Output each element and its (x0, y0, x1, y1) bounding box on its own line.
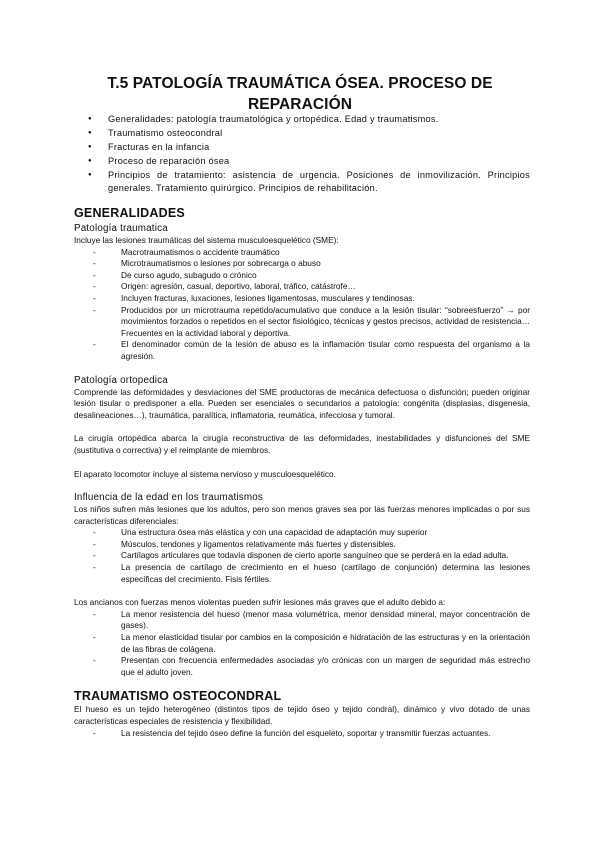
list-item: - Una estructura ósea más elástica y con una capacidad de adaptación muy superior (121, 527, 530, 539)
list-item: - Músculos, tendones y ligamentos relativamente más fuertes y distensibles. (121, 539, 530, 551)
document-body (74, 206, 530, 739)
list-item: - Macrotraumatismos o accidente traumático (121, 247, 530, 259)
paragraph: El hueso es un tejido heterogéneo (distintos tipos de tejido óseo y tejido condral), dinámico y vivo dotado de unas características especiales de resistencia y flexibilidad. (74, 704, 530, 726)
ninos-list (74, 527, 530, 585)
paragraph: Comprende las deformidades y desviaciones del SME productoras de mecánica defectuosa o disfunción; pueden originar lesión tisular o predisponer a ella. Pueden ser esenciales o secundarios a patología: congénita (displasias, disgenesia, desalineaciones…), traumática, paralítica, inflamatoria, reumática, infecciosa y tumoral. (74, 386, 530, 420)
topic-item: ● Traumatismo osteocondral (84, 127, 530, 140)
topics-list (84, 113, 530, 196)
paragraph: La cirugía ortopédica abarca la cirugía reconstructiva de las deformidades, inestabilidades y disfunciones del SME (sustitutiva o correctiva) y el reimplante de miembros. (74, 433, 530, 455)
subheading-edad: Influencia de la edad en los traumatismos (74, 492, 264, 504)
list-item: - Producidos por un microtrauma repetido/acumulativo que conduce a la lesión tisular: “sobreesfuerzo” → por movimientos forzados o repetidos en el sector fisiológico, técnicas y gestos precisos, actividad de resistencia… Frecuentes en la actividad laboral y deportiva. (121, 305, 530, 340)
topic-item: ● Proceso de reparación ósea (84, 155, 530, 168)
list-item: - Incluyen fracturas, luxaciones, lesiones ligamentosas, musculares y tendinosas. (121, 293, 530, 305)
paragraph: El aparato locomotor incluye al sistema nervioso y musculoesquelético. (74, 468, 336, 479)
list-item: - De curso agudo, subagudo o crónico (121, 270, 530, 282)
topic-item: ● Fracturas en la infancia (84, 141, 530, 154)
list-item: - La presencia de cartílago de crecimiento en el hueso (cartílago de conjunción) determina las lesiones específicas del crecimiento. Fisis fértiles. (121, 562, 530, 585)
list-item: - Cartílagos articulares que todavía disponen de cierto aporte sanguíneo que se perderá en la edad adulta. (121, 550, 530, 562)
list-item: - La menor elasticidad tisular por cambios en la composición e hidratación de las estructuras y en la orientación de las fibras de colágena. (121, 632, 530, 655)
subheading-ortopedica: Patología ortopedica (74, 374, 168, 386)
topic-item: ● Generalidades: patología traumatológica y ortopédica. Edad y traumatismos. (84, 113, 530, 126)
list-item: - La resistencia del tejido óseo define la función del esqueleto, soportar y transmitir fuerzas actuantes. (121, 728, 530, 740)
list-item: - Origen: agresión, casual, deportivo, laboral, tráfico, catástrofe… (121, 281, 530, 293)
section-heading-osteocondral: TRAUMATISMO OSTEOCONDRAL (74, 689, 282, 704)
page-title: T.5 PATOLOGÍA TRAUMÁTICA ÓSEA. PROCESO DE REPARACIÓN (107, 75, 493, 113)
paragraph: Los ancianos con fuerzas menos violentas pueden sufrir lesiones más graves que el adulto debido a: (74, 597, 446, 608)
paragraph: Los niños sufren más lesiones que los adultos, pero son menos graves sea por las fuerzas menores implicadas o por sus características diferenciales: (74, 504, 530, 526)
subheading-traumatica: Patología traumatica (74, 223, 168, 234)
ancianos-list (74, 609, 530, 679)
list-item: - La menor resistencia del hueso (menor masa volumétrica, menor densidad mineral, mayor concentración de gases). (121, 609, 530, 632)
osteocondral-list (74, 728, 530, 740)
topic-item: ● Principios de tratamiento: asistencia de urgencia. Posiciones de inmovilización. Principios generales. Tratamiento quirúrgico. Principios de rehabilitación. (84, 169, 530, 194)
traumatica-list (74, 247, 530, 363)
list-item: - El denominador común de la lesión de abuso es la inflamación tisular como respuesta del organismo a la agresión. (121, 339, 530, 362)
list-item: - Presentan con frecuencia enfermedades asociadas y/o crónicas con un margen de seguridad más estrecho que el adulto joven. (121, 655, 530, 678)
paragraph: Incluye las lesiones traumáticas del sistema musculoesquelético (SME): (74, 235, 339, 245)
section-heading-generalidades: GENERALIDADES (74, 206, 185, 220)
list-item: - Microtraumatismos o lesiones por sobrecarga o abuso (121, 258, 530, 270)
